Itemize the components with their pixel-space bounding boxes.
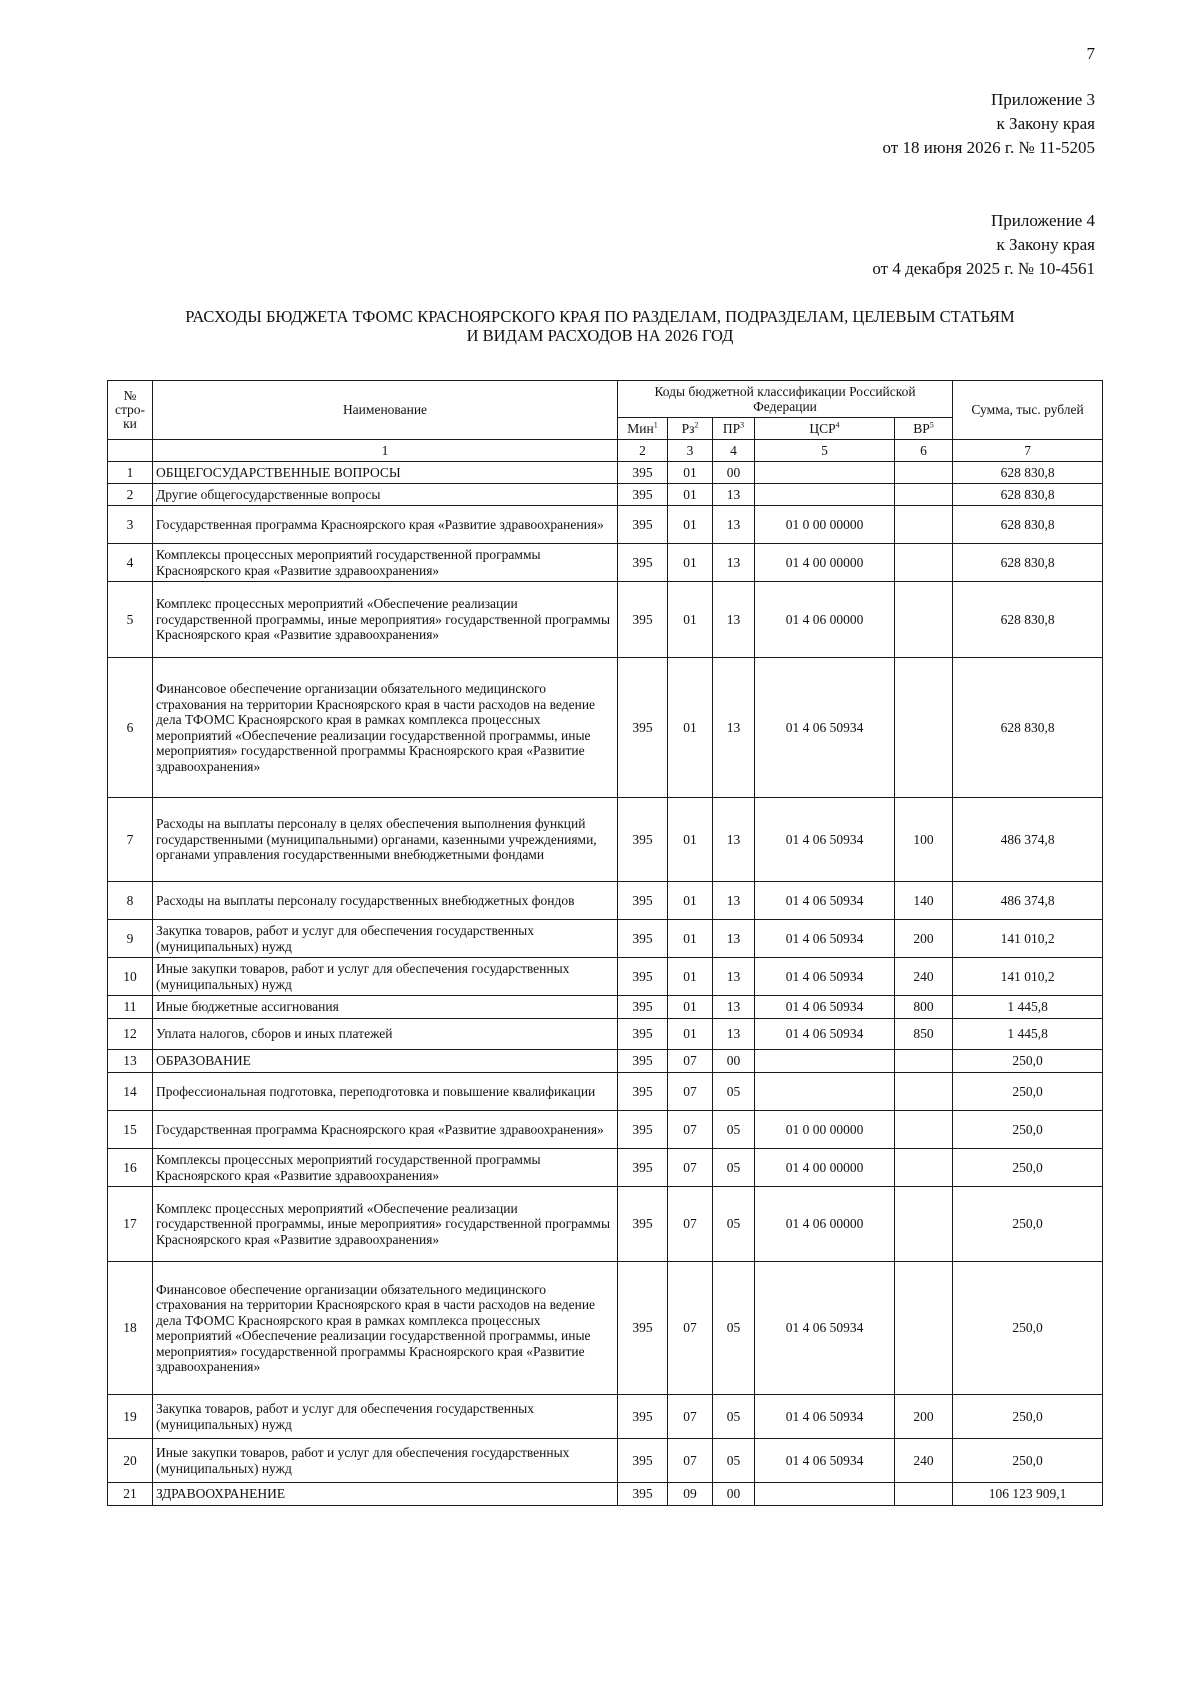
column-number-3: 3	[668, 440, 713, 462]
row-rz: 01	[668, 544, 713, 582]
row-name: Комплекс процессных мероприятий «Обеспечение реализации государственной программы, иные мероприятия» государственной программы Красноярского края «Развитие здравоохранения»	[153, 1187, 618, 1262]
row-csr: 01 4 00 00000	[755, 544, 895, 582]
row-csr: 01 4 06 00000	[755, 582, 895, 658]
row-csr: 01 4 06 50934	[755, 798, 895, 882]
appendix-3-header	[883, 88, 1095, 160]
row-name: Государственная программа Красноярского края «Развитие здравоохранения»	[153, 1111, 618, 1149]
row-number: 8	[108, 882, 153, 920]
document-title	[95, 307, 1105, 345]
row-min: 395	[618, 544, 668, 582]
row-min: 395	[618, 1483, 668, 1506]
column-number-2: 2	[618, 440, 668, 462]
row-rz: 07	[668, 1439, 713, 1483]
column-number-blank	[108, 440, 153, 462]
table-row	[108, 996, 1103, 1019]
row-vr	[895, 1073, 953, 1111]
row-vr	[895, 544, 953, 582]
row-rz: 01	[668, 958, 713, 996]
column-number-7: 7	[953, 440, 1103, 462]
appendix-4-line1: Приложение 4	[991, 211, 1095, 230]
row-csr: 01 4 06 50934	[755, 920, 895, 958]
row-pr: 00	[713, 1483, 755, 1506]
row-csr	[755, 1050, 895, 1073]
row-sum: 250,0	[953, 1262, 1103, 1395]
row-sum: 106 123 909,1	[953, 1483, 1103, 1506]
table-row	[108, 658, 1103, 798]
row-number: 16	[108, 1149, 153, 1187]
row-pr: 13	[713, 920, 755, 958]
header-sum: Сумма, тыс. рублей	[953, 381, 1103, 440]
row-sum: 486 374,8	[953, 798, 1103, 882]
row-min: 395	[618, 1262, 668, 1395]
table-row	[108, 462, 1103, 484]
row-csr: 01 4 06 50934	[755, 1019, 895, 1050]
row-sum: 250,0	[953, 1395, 1103, 1439]
row-pr: 13	[713, 882, 755, 920]
row-pr: 00	[713, 462, 755, 484]
row-min: 395	[618, 506, 668, 544]
row-pr: 13	[713, 506, 755, 544]
row-min: 395	[618, 1111, 668, 1149]
row-sum: 250,0	[953, 1073, 1103, 1111]
appendix-4-line2: к Закону края	[996, 235, 1095, 254]
row-name: Закупка товаров, работ и услуг для обеспечения государственных (муниципальных) нужд	[153, 920, 618, 958]
title-line1: РАСХОДЫ БЮДЖЕТА ТФОМС КРАСНОЯРСКОГО КРАЯ ПО РАЗДЕЛАМ, ПОДРАЗДЕЛАМ, ЦЕЛЕВЫМ СТАТЬЯМ	[185, 307, 1015, 326]
appendix-4-header	[872, 209, 1095, 281]
table-row	[108, 1149, 1103, 1187]
row-csr: 01 4 06 50934	[755, 958, 895, 996]
row-number: 19	[108, 1395, 153, 1439]
header-rz-label: Рз	[681, 420, 695, 436]
row-vr	[895, 1050, 953, 1073]
row-sum: 250,0	[953, 1439, 1103, 1483]
table-row	[108, 1111, 1103, 1149]
table-row	[108, 920, 1103, 958]
row-vr	[895, 1149, 953, 1187]
row-csr: 01 4 00 00000	[755, 1149, 895, 1187]
row-pr: 05	[713, 1395, 755, 1439]
row-min: 395	[618, 582, 668, 658]
row-number: 6	[108, 658, 153, 798]
row-sum: 628 830,8	[953, 462, 1103, 484]
table-row	[108, 1439, 1103, 1483]
row-name: Профессиональная подготовка, переподготовка и повышение квалификации	[153, 1073, 618, 1111]
row-min: 395	[618, 996, 668, 1019]
row-csr: 01 4 06 50934	[755, 882, 895, 920]
row-min: 395	[618, 1187, 668, 1262]
row-rz: 07	[668, 1149, 713, 1187]
row-min: 395	[618, 920, 668, 958]
header-csr	[755, 418, 895, 440]
row-pr: 13	[713, 544, 755, 582]
row-vr: 240	[895, 1439, 953, 1483]
row-csr	[755, 1483, 895, 1506]
row-rz: 07	[668, 1073, 713, 1111]
header-pr-sup: 3	[740, 420, 745, 430]
row-csr	[755, 1073, 895, 1111]
row-vr: 100	[895, 798, 953, 882]
appendix-3-line3: от 18 июня 2026 г. № 11-5205	[882, 138, 1095, 157]
row-name: Расходы на выплаты персоналу в целях обеспечения выполнения функций государственными (муниципальными) органами, казенными учреждениями, органами управления государственными внебюджетными фондами	[153, 798, 618, 882]
row-sum: 141 010,2	[953, 920, 1103, 958]
row-pr: 13	[713, 798, 755, 882]
row-name: ОБРАЗОВАНИЕ	[153, 1050, 618, 1073]
row-pr: 13	[713, 582, 755, 658]
row-number: 18	[108, 1262, 153, 1395]
row-sum: 486 374,8	[953, 882, 1103, 920]
header-codes-group: Коды бюджетной классификации Российской Федерации	[618, 381, 953, 418]
row-min: 395	[618, 1439, 668, 1483]
row-sum: 628 830,8	[953, 506, 1103, 544]
table-row	[108, 882, 1103, 920]
row-number: 1	[108, 462, 153, 484]
row-vr	[895, 582, 953, 658]
row-name: Финансовое обеспечение организации обязательного медицинского страхования на территории Красноярского края в части расходов на ведение дела ТФОМС Красноярского края в рамках комплекса процессных мероприятий «Обеспечение реализации государственной программы, иные мероприятия» государственной программы Красноярского края «Развитие здравоохранения»	[153, 658, 618, 798]
row-rz: 09	[668, 1483, 713, 1506]
row-rz: 01	[668, 484, 713, 506]
header-vr-label: ВР	[913, 420, 930, 436]
row-vr	[895, 1262, 953, 1395]
row-sum: 628 830,8	[953, 484, 1103, 506]
table-row	[108, 1483, 1103, 1506]
row-pr: 13	[713, 658, 755, 798]
row-number: 15	[108, 1111, 153, 1149]
appendix-3-line2: к Закону края	[996, 114, 1095, 133]
table-body	[108, 462, 1103, 1506]
row-vr	[895, 1483, 953, 1506]
row-number: 20	[108, 1439, 153, 1483]
header-vr-sup: 5	[929, 420, 934, 430]
row-pr: 13	[713, 996, 755, 1019]
column-number-4: 4	[713, 440, 755, 462]
row-sum: 1 445,8	[953, 996, 1103, 1019]
row-pr: 05	[713, 1262, 755, 1395]
row-pr: 00	[713, 1050, 755, 1073]
row-sum: 250,0	[953, 1187, 1103, 1262]
row-name: Закупка товаров, работ и услуг для обеспечения государственных (муниципальных) нужд	[153, 1395, 618, 1439]
table-header-row-1	[108, 381, 1103, 418]
table-row	[108, 544, 1103, 582]
table-row	[108, 1187, 1103, 1262]
row-pr: 13	[713, 1019, 755, 1050]
row-rz: 01	[668, 798, 713, 882]
table-row	[108, 1395, 1103, 1439]
header-row-number-l2: стро-	[114, 402, 146, 417]
row-rz: 07	[668, 1050, 713, 1073]
row-rz: 01	[668, 506, 713, 544]
row-number: 12	[108, 1019, 153, 1050]
row-name: ОБЩЕГОСУДАРСТВЕННЫЕ ВОПРОСЫ	[153, 462, 618, 484]
header-csr-label: ЦСР	[809, 420, 836, 436]
row-min: 395	[618, 798, 668, 882]
row-vr: 800	[895, 996, 953, 1019]
row-csr: 01 4 06 50934	[755, 996, 895, 1019]
row-min: 395	[618, 1019, 668, 1050]
row-number: 13	[108, 1050, 153, 1073]
row-rz: 01	[668, 1019, 713, 1050]
row-name: Иные закупки товаров, работ и услуг для обеспечения государственных (муниципальных) нужд	[153, 1439, 618, 1483]
row-pr: 05	[713, 1149, 755, 1187]
row-vr: 240	[895, 958, 953, 996]
header-rz	[668, 418, 713, 440]
row-csr: 01 0 00 00000	[755, 506, 895, 544]
table-row	[108, 1073, 1103, 1111]
table-row	[108, 484, 1103, 506]
row-pr: 13	[713, 484, 755, 506]
header-row-number-l3: ки	[123, 416, 137, 431]
row-number: 7	[108, 798, 153, 882]
row-vr	[895, 1111, 953, 1149]
row-min: 395	[618, 958, 668, 996]
row-pr: 05	[713, 1073, 755, 1111]
row-min: 395	[618, 1395, 668, 1439]
title-line2: И ВИДАМ РАСХОДОВ НА 2026 ГОД	[466, 326, 734, 345]
row-name: Комплекс процессных мероприятий «Обеспечение реализации государственной программы, иные мероприятия» государственной программы Красноярского края «Развитие здравоохранения»	[153, 582, 618, 658]
row-min: 395	[618, 484, 668, 506]
row-rz: 07	[668, 1395, 713, 1439]
row-sum: 628 830,8	[953, 544, 1103, 582]
table-row	[108, 1050, 1103, 1073]
appendix-3-line1: Приложение 3	[991, 90, 1095, 109]
row-number: 2	[108, 484, 153, 506]
row-sum: 141 010,2	[953, 958, 1103, 996]
row-name: Комплексы процессных мероприятий государственной программы Красноярского края «Развитие здравоохранения»	[153, 1149, 618, 1187]
header-csr-sup: 4	[835, 420, 840, 430]
row-name: Расходы на выплаты персоналу государственных внебюджетных фондов	[153, 882, 618, 920]
header-min-sup: 1	[653, 420, 658, 430]
table-row	[108, 582, 1103, 658]
row-vr	[895, 484, 953, 506]
row-rz: 01	[668, 582, 713, 658]
row-min: 395	[618, 1149, 668, 1187]
row-csr: 01 0 00 00000	[755, 1111, 895, 1149]
row-vr	[895, 1187, 953, 1262]
row-min: 395	[618, 882, 668, 920]
row-number: 14	[108, 1073, 153, 1111]
row-number: 9	[108, 920, 153, 958]
table-row	[108, 1019, 1103, 1050]
row-rz: 01	[668, 658, 713, 798]
row-pr: 05	[713, 1187, 755, 1262]
row-min: 395	[618, 462, 668, 484]
table-row	[108, 506, 1103, 544]
row-pr: 05	[713, 1111, 755, 1149]
row-name: Другие общегосударственные вопросы	[153, 484, 618, 506]
row-number: 17	[108, 1187, 153, 1262]
column-number-row	[108, 440, 1103, 462]
row-rz: 07	[668, 1262, 713, 1395]
row-number: 10	[108, 958, 153, 996]
header-min-label: Мин	[627, 420, 654, 436]
row-name: Государственная программа Красноярского края «Развитие здравоохранения»	[153, 506, 618, 544]
row-vr	[895, 506, 953, 544]
row-csr: 01 4 06 50934	[755, 1395, 895, 1439]
header-min	[618, 418, 668, 440]
header-rz-sup: 2	[694, 420, 699, 430]
row-vr: 200	[895, 920, 953, 958]
row-csr: 01 4 06 00000	[755, 1187, 895, 1262]
row-rz: 01	[668, 920, 713, 958]
row-vr	[895, 658, 953, 798]
page-number: 7	[1086, 44, 1095, 63]
row-csr	[755, 462, 895, 484]
row-sum: 250,0	[953, 1149, 1103, 1187]
row-number: 4	[108, 544, 153, 582]
row-pr: 13	[713, 958, 755, 996]
row-csr: 01 4 06 50934	[755, 1439, 895, 1483]
row-min: 395	[618, 658, 668, 798]
row-csr: 01 4 06 50934	[755, 658, 895, 798]
table-row	[108, 958, 1103, 996]
table-row	[108, 1262, 1103, 1395]
budget-table	[107, 380, 1103, 1506]
row-min: 395	[618, 1073, 668, 1111]
row-vr: 850	[895, 1019, 953, 1050]
header-name: Наименование	[153, 381, 618, 440]
row-name: Уплата налогов, сборов и иных платежей	[153, 1019, 618, 1050]
row-rz: 07	[668, 1187, 713, 1262]
row-sum: 628 830,8	[953, 582, 1103, 658]
row-vr	[895, 462, 953, 484]
header-vr	[895, 418, 953, 440]
row-sum: 628 830,8	[953, 658, 1103, 798]
header-row-number	[108, 381, 153, 440]
column-number-1: 1	[153, 440, 618, 462]
row-number: 11	[108, 996, 153, 1019]
row-name: Комплексы процессных мероприятий государственной программы Красноярского края «Развитие здравоохранения»	[153, 544, 618, 582]
row-number: 3	[108, 506, 153, 544]
appendix-4-line3: от 4 декабря 2025 г. № 10-4561	[872, 259, 1095, 278]
column-number-5: 5	[755, 440, 895, 462]
row-sum: 250,0	[953, 1050, 1103, 1073]
column-number-6: 6	[895, 440, 953, 462]
row-name: Финансовое обеспечение организации обязательного медицинского страхования на территории Красноярского края в части расходов на ведение дела ТФОМС Красноярского края в рамках комплекса процессных мероприятий «Обеспечение реализации государственной программы, иные мероприятия» государственной программы Красноярского края «Развитие здравоохранения»	[153, 1262, 618, 1395]
header-pr	[713, 418, 755, 440]
row-csr: 01 4 06 50934	[755, 1262, 895, 1395]
table-row	[108, 798, 1103, 882]
row-rz: 01	[668, 462, 713, 484]
row-name: ЗДРАВООХРАНЕНИЕ	[153, 1483, 618, 1506]
row-rz: 07	[668, 1111, 713, 1149]
row-vr: 200	[895, 1395, 953, 1439]
row-number: 5	[108, 582, 153, 658]
row-number: 21	[108, 1483, 153, 1506]
row-rz: 01	[668, 996, 713, 1019]
header-pr-label: ПР	[722, 420, 741, 436]
row-name: Иные бюджетные ассигнования	[153, 996, 618, 1019]
row-vr: 140	[895, 882, 953, 920]
row-sum: 1 445,8	[953, 1019, 1103, 1050]
row-pr: 05	[713, 1439, 755, 1483]
row-rz: 01	[668, 882, 713, 920]
row-name: Иные закупки товаров, работ и услуг для обеспечения государственных (муниципальных) нужд	[153, 958, 618, 996]
row-sum: 250,0	[953, 1111, 1103, 1149]
row-min: 395	[618, 1050, 668, 1073]
header-row-number-l1: №	[123, 388, 137, 403]
row-csr	[755, 484, 895, 506]
